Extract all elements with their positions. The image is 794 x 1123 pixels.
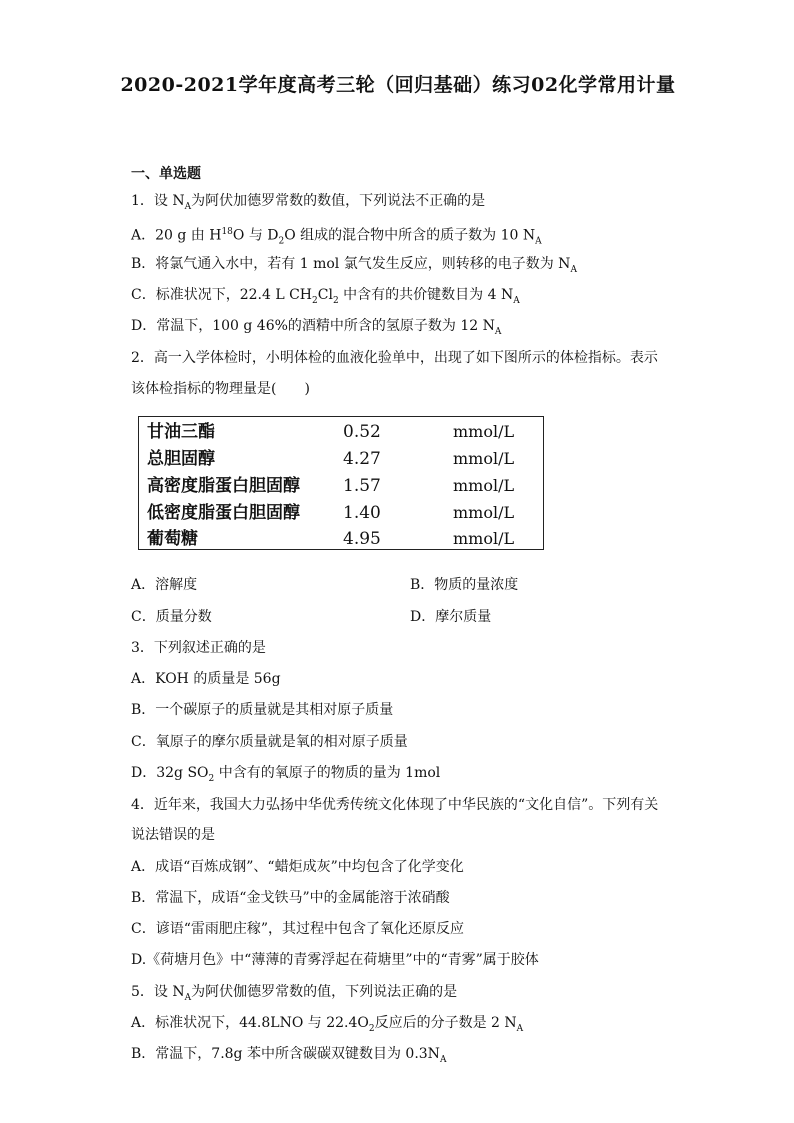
question-3-stem: 3．下列叙述正确的是	[131, 640, 266, 656]
page-title: 2020-2021学年度高考三轮（回归基础）练习02化学常用计量	[120, 74, 676, 96]
question-1-option-c: C．标准状况下，22.4 L $CH_2Cl_2$ 中含有的共价键数目为 4 $N_A$	[131, 287, 520, 306]
lab-item-unit: mmol/L	[453, 529, 515, 548]
question-5-option-a: A．标准状况下，44.8LNO 与 $22.4O_2$反应后的分子数是 2 $N_A$	[131, 1015, 524, 1034]
question-2-option-b: B．物质的量浓度	[410, 577, 519, 593]
lab-report-table	[138, 416, 544, 550]
lab-item-value: 4.27	[343, 449, 381, 469]
question-3-option-a: A．KOH 的质量是 56g	[131, 671, 281, 687]
lab-item-unit: mmol/L	[453, 476, 515, 495]
question-2-stem-line1: 2．高一入学体检时，小明体检的血液化验单中，出现了如下图所示的体检指标。表示	[131, 350, 658, 366]
question-4-option-b: B．常温下，成语“金戈铁马”中的金属能溶于浓硝酸	[131, 890, 450, 906]
question-1-option-d: D．常温下，100 g 46%的酒精中所含的氢原子数为 12 $N_A$	[131, 318, 502, 337]
lab-item-value: 1.40	[343, 503, 381, 523]
question-5-stem: 5．设 $N_A$为阿伏伽德罗常数的值，下列说法正确的是	[131, 984, 458, 1003]
question-2-option-a: A．溶解度	[131, 577, 198, 593]
question-3-option-d: D．32g $SO_2$ 中含有的氧原子的物质的量为 1mol	[131, 765, 441, 784]
question-3-option-c: C．氧原子的摩尔质量就是氧的相对原子质量	[131, 734, 408, 750]
question-1-stem: 1．设 $N_A$为阿伏加德罗常数的数值，下列说法不正确的是	[131, 193, 486, 212]
question-1-option-a: A．20 g 由 $H^{18}O$ 与 $D_2O$ 组成的混合物中所含的质子数为 10 $N_A$	[131, 227, 542, 247]
question-4-stem-line2: 说法错误的是	[131, 827, 215, 843]
question-5-option-b: B．常温下，7.8g 苯中所含碳碳双键数目为 $0.3N_A$	[131, 1046, 447, 1065]
lab-item-unit: mmol/L	[453, 503, 515, 522]
lab-item-value: 0.52	[343, 422, 381, 442]
lab-item-name: 高密度脂蛋白胆固醇	[147, 476, 300, 496]
lab-item-value: 1.57	[343, 476, 381, 496]
question-1-option-b: B．将氯气通入水中，若有 1 mol 氯气发生反应，则转移的电子数为 $N_A$	[131, 256, 577, 275]
lab-item-unit: mmol/L	[453, 422, 515, 441]
lab-item-value: 4.95	[343, 529, 381, 549]
question-4-stem-line1: 4．近年来，我国大力弘扬中华优秀传统文化体现了中华民族的“文化自信”。下列有关	[131, 797, 659, 813]
question-2-option-d: D．摩尔质量	[410, 609, 492, 625]
lab-item-name: 总胆固醇	[147, 449, 215, 469]
lab-item-name: 低密度脂蛋白胆固醇	[147, 503, 300, 523]
question-4-option-c: C．谚语“雷雨肥庄稼”，其过程中包含了氧化还原反应	[131, 921, 465, 937]
question-2-option-c: C．质量分数	[131, 609, 212, 625]
section-heading: 一、单选题	[131, 166, 201, 182]
lab-item-name: 甘油三酯	[147, 422, 215, 442]
lab-item-name: 葡萄糖	[147, 529, 198, 549]
question-4-option-d: D.《荷塘月色》中“薄薄的青雾浮起在荷塘里”中的“青雾”属于胶体	[131, 952, 539, 968]
lab-item-unit: mmol/L	[453, 449, 515, 468]
question-3-option-b: B．一个碳原子的质量就是其相对原子质量	[131, 702, 394, 718]
question-2-stem-line2: 该体检指标的物理量是( )	[131, 381, 310, 397]
question-4-option-a: A．成语“百炼成钢”、“蜡炬成灰”中均包含了化学变化	[131, 859, 464, 875]
